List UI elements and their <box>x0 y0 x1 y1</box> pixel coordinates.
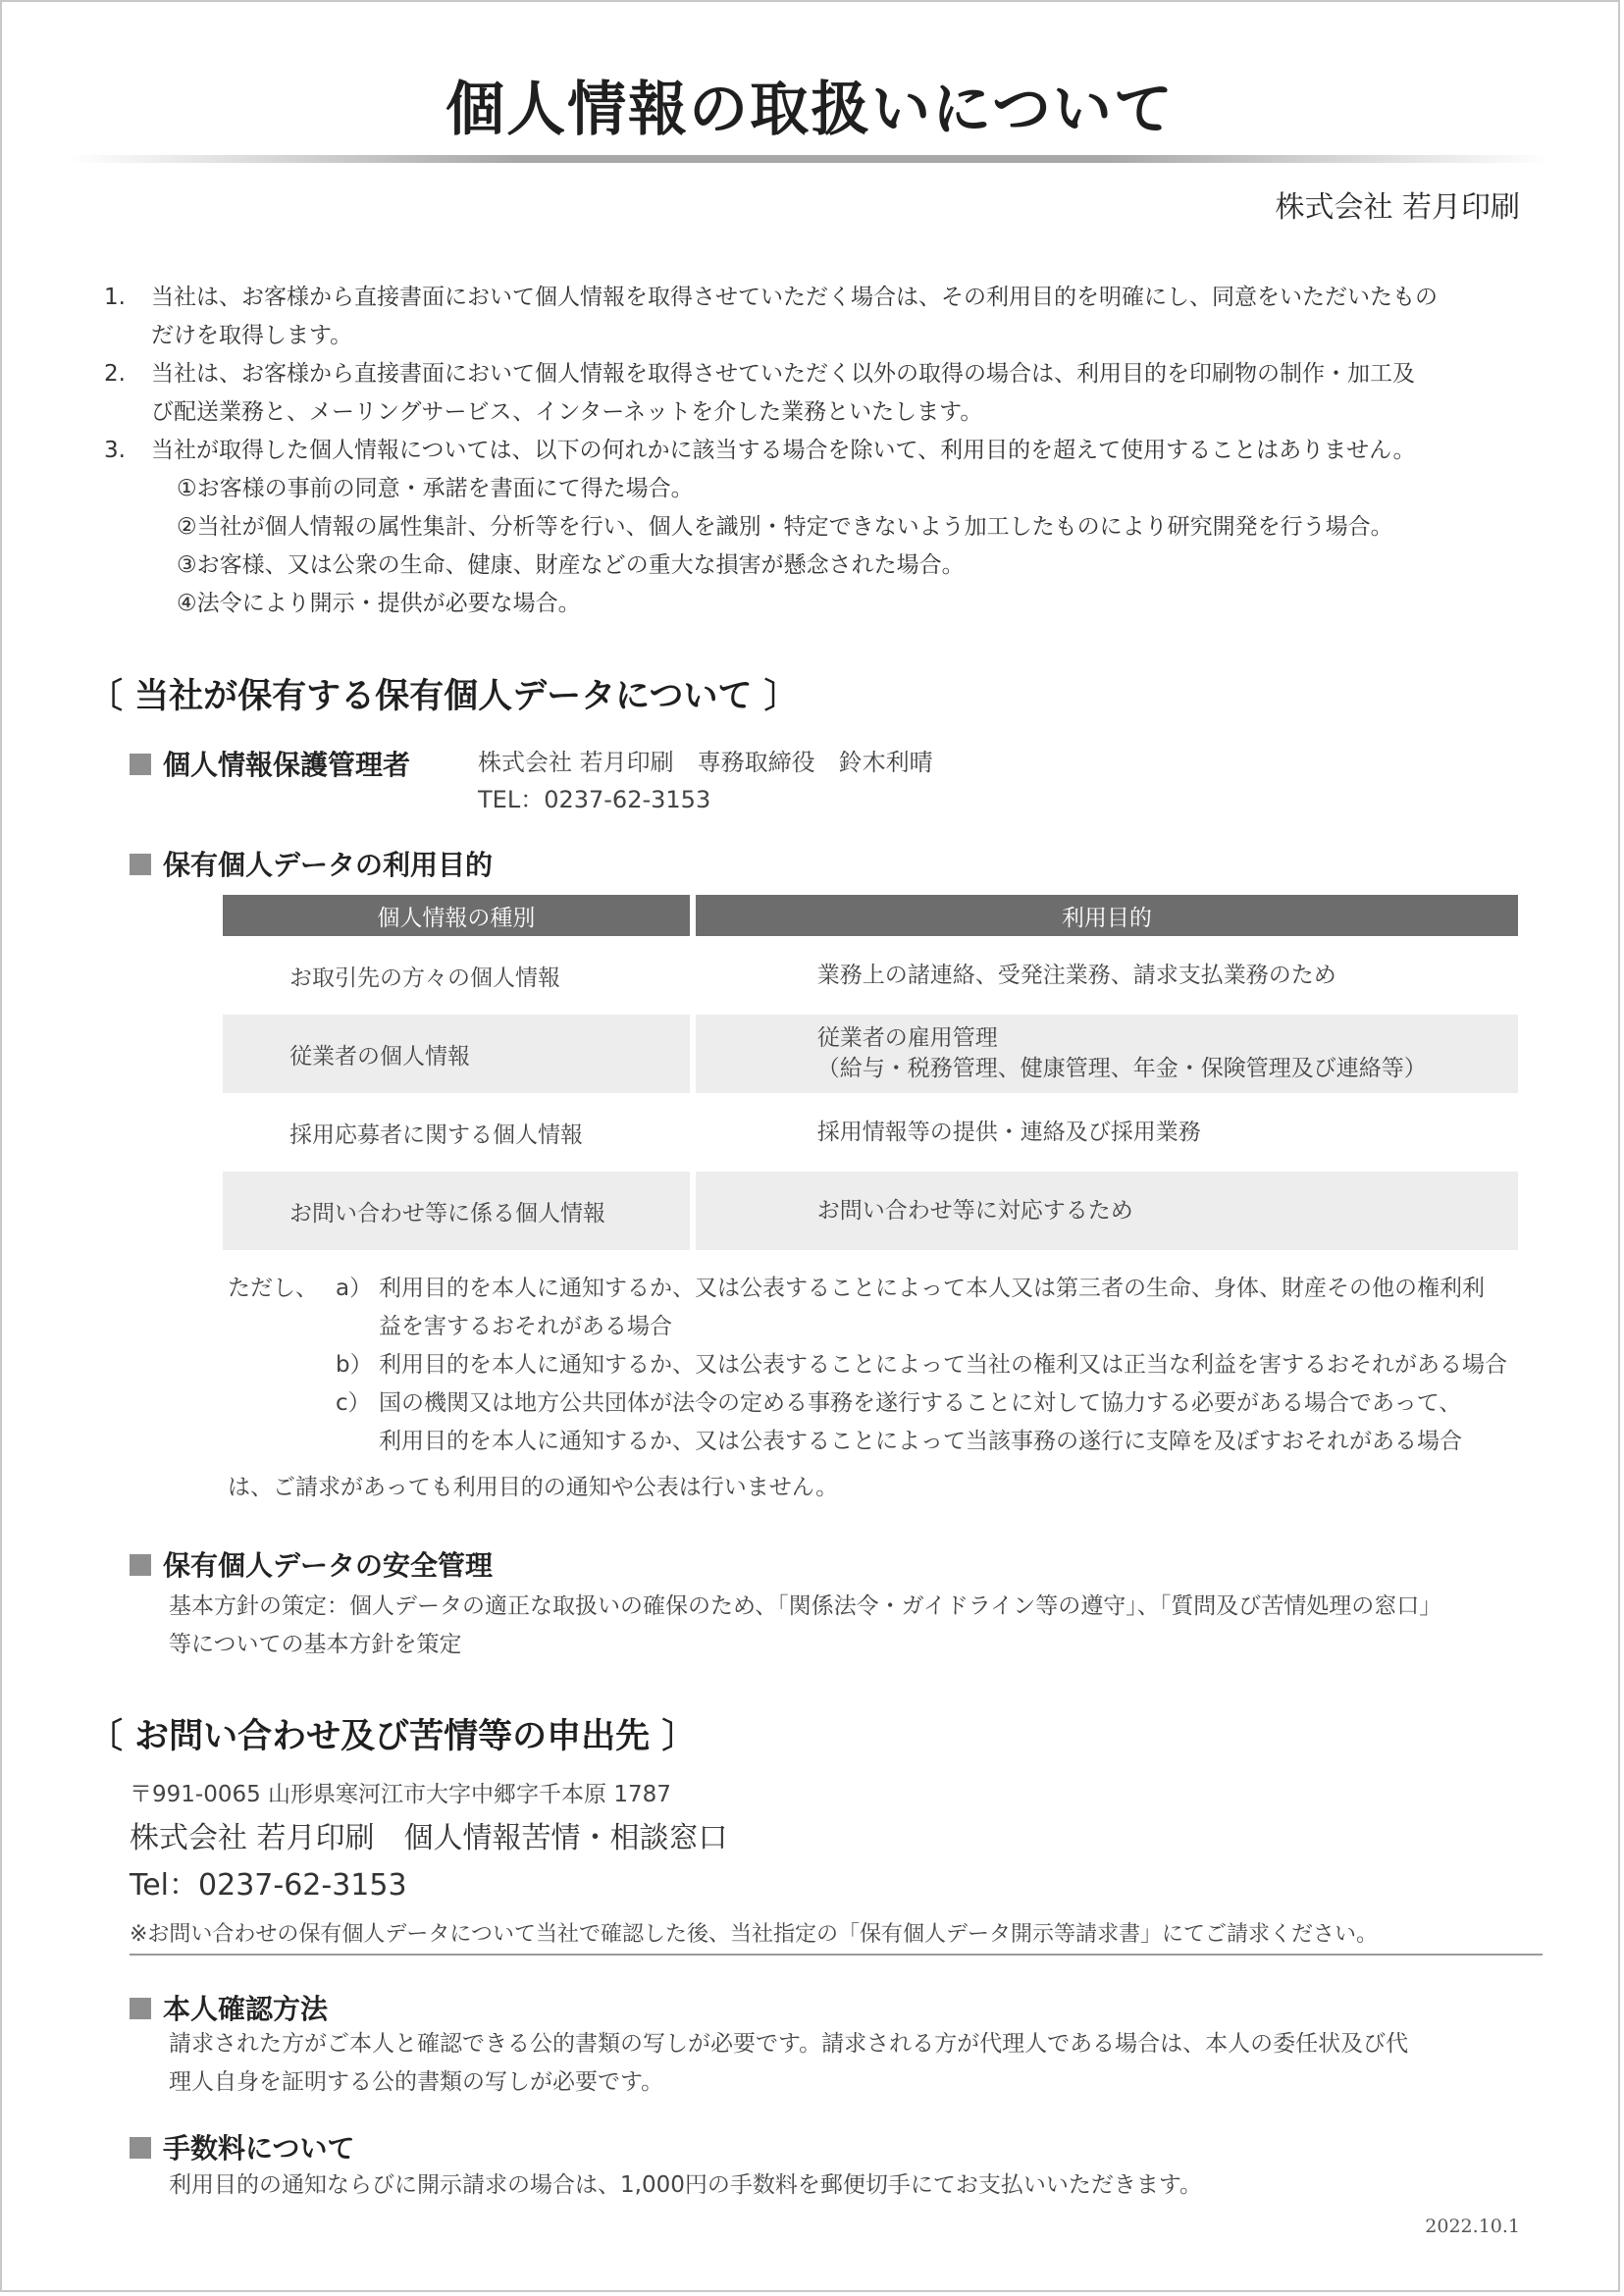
intro-text-cont: び配送業務と、メーリングサービス、インターネットを介した業務といたします。 <box>151 399 983 425</box>
table-header-type: 個人情報の種別 <box>223 895 690 936</box>
manager-info <box>478 744 933 818</box>
contact-desk: 株式会社 若月印刷 個人情報苦情・相談窓口 <box>130 1821 728 1855</box>
note-line: 益を害するおそれがある場合 <box>379 1314 672 1339</box>
contact-address: 〒991-0065 山形県寒河江市大字中郷字千本原 1787 <box>130 1782 671 1807</box>
purpose-table <box>217 895 1524 1250</box>
intro-item <box>104 355 1532 432</box>
safety-text <box>169 1588 1533 1664</box>
note-lead: ただし、 <box>228 1276 318 1301</box>
subheading-label: 個人情報保護管理者 <box>163 749 411 781</box>
table-row <box>223 936 1518 1015</box>
manager-name: 株式会社 若月印刷 専務取締役 鈴木利晴 <box>478 749 933 776</box>
intro-text-cont: だけを取得します。 <box>151 323 353 348</box>
intro-text: 当社が取得した個人情報については、以下の何れかに該当する場合を除いて、利用目的を超えて使用することはありません。 <box>151 438 1416 463</box>
identity-line: 理人自身を証明する公的書類の写しが必要です。 <box>169 2069 664 2095</box>
note-line: 利用目的を本人に通知するか、又は公表することによって当社の権利又は正当な利益を害するおそれがある場合 <box>379 1352 1507 1378</box>
exceptions-notes <box>228 1270 1533 1507</box>
square-bullet-icon <box>130 854 151 875</box>
intro-list <box>104 279 1532 623</box>
intro-item <box>104 279 1532 355</box>
table-cell-purpose <box>696 936 1518 1015</box>
contact-tel: Tel：0237-62-3153 <box>130 1868 407 1903</box>
subheading-purpose <box>130 844 493 883</box>
safety-line: 基本方針の策定：個人データの適正な取扱いの確保のため、「関係法令・ガイドライン等の遵守」、「質問及び苦情処理の窓口」 <box>169 1593 1442 1619</box>
table-header-purpose: 利用目的 <box>696 895 1518 936</box>
intro-number: 2. <box>104 361 126 387</box>
note-line: 国の機関又は地方公共団体が法令の定める事務を遂行することに対して協力する必要がある場合であって、 <box>379 1390 1462 1416</box>
note-item <box>228 1384 1533 1461</box>
note-tag: b） <box>336 1352 373 1378</box>
note-item <box>228 1346 1533 1384</box>
manager-tel: TEL：0237-62-3153 <box>478 786 711 813</box>
table-cell-type: 採用応募者に関する個人情報 <box>289 1122 583 1148</box>
request-notice: ※お問い合わせの保有個人データについて当社で確認した後、当社指定の「保有個人データ開示等請求書」にてご請求ください。 <box>130 1917 1543 1956</box>
table-cell-type: お取引先の方々の個人情報 <box>289 965 560 991</box>
square-bullet-icon <box>130 754 151 775</box>
table-row <box>223 1015 1518 1093</box>
section-heading-held-data: 〔 当社が保有する保有個人データについて 〕 <box>88 677 799 716</box>
table-cell-type: お問い合わせ等に係る個人情報 <box>223 1172 690 1250</box>
subheading-fee <box>130 2127 354 2166</box>
intro-sub-item: ①お客様の事前の同意・承諾を書面にて得た場合。 <box>177 476 694 501</box>
identity-line: 請求された方がご本人と確認できる公的書類の写しが必要です。請求される方が代理人である場合は、本人の委任状及び代 <box>169 2031 1409 2057</box>
purpose-line: 採用情報等の提供・連絡及び採用業務 <box>816 1119 1201 1145</box>
note-tag: a） <box>336 1276 373 1301</box>
intro-sub-item: ③お客様、又は公衆の生命、健康、財産などの重大な損害が懸念された場合。 <box>177 552 965 578</box>
document-date: 2022.10.1 <box>1425 2216 1520 2237</box>
purpose-line: 従業者の雇用管理 <box>816 1025 998 1051</box>
fee-text: 利用目的の通知ならびに開示請求の場合は、1,000円の手数料を郵便切手にてお支払いいただきます。 <box>169 2172 1203 2198</box>
square-bullet-icon <box>130 1998 151 2019</box>
purpose-line: お問い合わせ等に対応するため <box>816 1197 1133 1224</box>
safety-line: 等についての基本方針を策定 <box>169 1632 462 1657</box>
table-cell-type: 従業者の個人情報 <box>223 1015 690 1093</box>
table-cell-purpose <box>696 1093 1518 1172</box>
table-cell-purpose <box>696 1172 1518 1250</box>
subheading-label: 本人確認方法 <box>163 1993 329 2025</box>
subheading-manager <box>130 744 410 783</box>
note-item <box>228 1270 1533 1346</box>
company-name: 株式会社 若月印刷 <box>1275 190 1520 225</box>
table-header-row <box>223 895 1518 936</box>
page-title: 個人情報の取扱いについて <box>445 76 1175 144</box>
square-bullet-icon <box>130 1554 151 1576</box>
intro-sub-item: ④法令により開示・提供が必要な場合。 <box>177 591 581 616</box>
table-row <box>223 1093 1518 1172</box>
note-line: 利用目的を本人に通知するか、又は公表することによって本人又は第三者の生命、身体、財産その他の権利利 <box>379 1276 1485 1301</box>
purpose-line: （給与・税務管理、健康管理、年金・保険管理及び連絡等） <box>816 1056 1427 1081</box>
note-line: 利用目的を本人に通知するか、又は公表することによって当該事務の遂行に支障を及ぼすおそれがある場合 <box>379 1429 1462 1454</box>
intro-sub-item: ②当社が個人情報の属性集計、分析等を行い、個人を識別・特定できないよう加工したものにより研究開発を行う場合。 <box>177 514 1393 540</box>
subheading-safety <box>130 1544 493 1584</box>
subheading-label: 保有個人データの安全管理 <box>163 1549 494 1582</box>
table-row <box>223 1172 1518 1250</box>
table-cell-purpose <box>696 1015 1518 1093</box>
intro-text: 当社は、お客様から直接書面において個人情報を取得させていただく以外の取得の場合は、利用目的を印刷物の制作・加工及 <box>151 361 1415 387</box>
section-heading-contact: 〔 お問い合わせ及び苦情等の申出先 〕 <box>88 1717 697 1756</box>
square-bullet-icon <box>130 2137 151 2159</box>
intro-number: 1. <box>104 285 126 310</box>
purpose-line: 業務上の諸連絡、受発注業務、請求支払業務のため <box>816 962 1336 988</box>
subheading-label: 保有個人データの利用目的 <box>163 849 494 881</box>
note-tag: c） <box>336 1390 371 1416</box>
subheading-label: 手数料について <box>163 2132 355 2165</box>
identity-text <box>169 2025 1533 2102</box>
note-closing: は、ご請求があっても利用目的の通知や公表は行いません。 <box>228 1475 839 1500</box>
intro-item <box>104 432 1532 470</box>
subheading-identity <box>130 1988 328 2027</box>
title-underline <box>71 155 1549 163</box>
intro-text: 当社は、お客様から直接書面において個人情報を取得させていただく場合は、その利用目的を明確にし、同意をいただいたもの <box>151 285 1438 310</box>
intro-number: 3. <box>104 438 126 463</box>
